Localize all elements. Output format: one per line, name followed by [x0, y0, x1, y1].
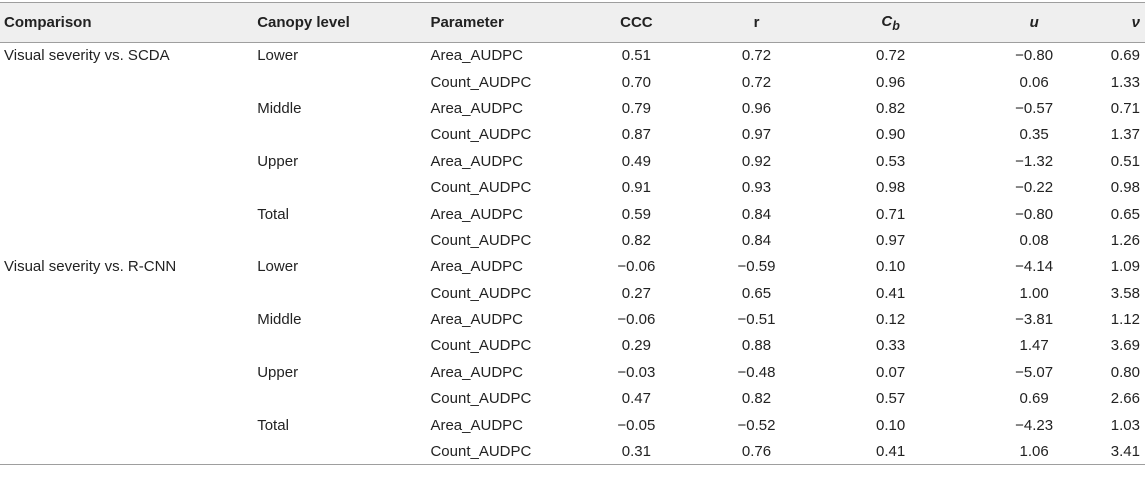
cell-parameter: Area_AUDPC — [430, 47, 523, 65]
cell-canopy-level — [257, 174, 430, 200]
cell-ccc: 0.31 — [583, 438, 689, 464]
cell-r: 0.72 — [741, 73, 772, 91]
cell-r: 0.72 — [741, 47, 772, 65]
cell-r: −0.52 — [737, 416, 776, 434]
cell-parameter: Area_AUDPC — [430, 363, 523, 381]
cell-r: −0.48 — [737, 363, 776, 381]
header-r: r — [689, 3, 823, 43]
cell-parameter: Area_AUDPC — [430, 416, 523, 434]
cell-canopy-level — [257, 122, 430, 148]
cell-u: −0.80 — [1015, 205, 1054, 223]
cell-cb: 0.10 — [875, 416, 906, 434]
cell-ccc: 0.70 — [621, 73, 651, 91]
cell-comparison — [0, 359, 257, 385]
cell-u: −4.14 — [1015, 258, 1054, 276]
cell-r: 0.92 — [741, 152, 772, 170]
table-row — [0, 412, 1145, 438]
cell-v: 1.37 — [1110, 126, 1140, 144]
cell-comparison — [0, 438, 257, 464]
cell-ccc: 0.27 — [621, 284, 651, 302]
cell-cb: 0.57 — [875, 390, 906, 408]
cell-ccc: 0.82 — [621, 231, 651, 249]
cell-r: 0.84 — [741, 231, 772, 249]
cell-v: 3.58 — [1110, 284, 1140, 302]
cell-canopy-level — [257, 227, 430, 253]
cell-v: 0.65 — [1110, 205, 1140, 223]
cell-canopy-level — [257, 333, 430, 359]
cell-u: −0.22 — [1015, 179, 1054, 197]
cell-u: 1.06 — [958, 438, 1111, 464]
cell-canopy-level — [257, 386, 430, 412]
cell-u: 0.08 — [1019, 231, 1049, 249]
cell-comparison — [0, 306, 257, 332]
cell-comparison: Visual severity vs. SCDA — [4, 47, 170, 65]
cell-r: 0.93 — [741, 179, 772, 197]
cell-v: 0.71 — [1110, 99, 1140, 117]
cell-canopy-level: Middle — [257, 311, 302, 329]
cell-parameter: Count_AUDPC — [430, 179, 532, 197]
header-comparison: Comparison — [0, 3, 257, 43]
cell-parameter: Count_AUDPC — [430, 231, 532, 249]
header-u: u — [958, 3, 1111, 43]
cell-u: −0.80 — [1015, 47, 1054, 65]
cell-comparison — [0, 227, 257, 253]
cell-parameter: Count_AUDPC — [430, 337, 532, 355]
cell-cb: 0.71 — [875, 205, 906, 223]
cell-ccc: 0.49 — [621, 152, 651, 170]
cell-comparison — [0, 412, 257, 438]
cell-comparison — [0, 122, 257, 148]
header-row — [0, 3, 1145, 43]
cell-v: 2.66 — [1110, 390, 1140, 408]
cell-ccc: 0.91 — [621, 179, 651, 197]
cell-canopy-level: Lower — [257, 258, 299, 276]
cell-v: 0.51 — [1110, 152, 1140, 170]
header-ccc: CCC — [583, 3, 689, 43]
cell-v: 1.09 — [1110, 258, 1140, 276]
cell-parameter: Area_AUDPC — [430, 152, 523, 170]
table-row — [0, 359, 1145, 385]
table-row — [0, 43, 1145, 69]
cell-v: 1.03 — [1110, 416, 1140, 434]
cell-comparison — [0, 386, 257, 412]
cell-ccc: 0.87 — [621, 126, 651, 144]
cell-parameter: Count_AUDPC — [430, 390, 532, 408]
cell-r: 0.82 — [741, 390, 772, 408]
cell-canopy-level — [257, 280, 430, 306]
cell-comparison — [0, 333, 257, 359]
cell-r: 0.88 — [741, 337, 772, 355]
cell-cb: 0.12 — [875, 311, 906, 329]
cell-parameter: Count_AUDPC — [430, 126, 532, 144]
header-cb — [824, 3, 958, 43]
cell-u: −0.57 — [1015, 99, 1054, 117]
table-row — [0, 438, 1145, 464]
cell-ccc: −0.06 — [617, 311, 656, 329]
cell-comparison: Visual severity vs. R-CNN — [4, 258, 177, 276]
cell-r: 0.84 — [741, 205, 772, 223]
cell-u: 1.00 — [1019, 284, 1049, 302]
table-row — [0, 333, 1145, 359]
table-row — [0, 306, 1145, 332]
table-row — [0, 386, 1145, 412]
cell-v: 3.41 — [1111, 438, 1145, 464]
table-body — [0, 43, 1145, 465]
cell-v: 3.69 — [1110, 337, 1140, 355]
cell-cb: 0.98 — [875, 179, 906, 197]
cell-ccc: 0.79 — [621, 99, 651, 117]
cell-parameter: Count_AUDPC — [430, 284, 532, 302]
cell-ccc: −0.06 — [617, 258, 656, 276]
header-parameter: Parameter — [430, 3, 583, 43]
cell-u: −4.23 — [1015, 416, 1054, 434]
cell-parameter: Count_AUDPC — [430, 438, 583, 464]
cell-canopy-level — [257, 69, 430, 95]
cell-ccc: −0.03 — [617, 363, 656, 381]
cell-ccc: 0.47 — [621, 390, 651, 408]
table-row — [0, 201, 1145, 227]
cell-u: 1.47 — [1019, 337, 1049, 355]
cell-u: 0.35 — [1019, 126, 1049, 144]
table-row — [0, 95, 1145, 121]
cell-cb: 0.90 — [875, 126, 906, 144]
cell-r: 0.65 — [741, 284, 772, 302]
cell-u: −5.07 — [1015, 363, 1054, 381]
cell-r: 0.76 — [689, 438, 823, 464]
cell-cb: 0.72 — [875, 47, 906, 65]
cell-u: 0.69 — [1019, 390, 1049, 408]
cell-r: 0.97 — [741, 126, 772, 144]
cell-parameter: Area_AUDPC — [430, 205, 523, 223]
table-row — [0, 122, 1145, 148]
cell-v: 0.98 — [1110, 179, 1140, 197]
table-header — [0, 3, 1145, 43]
cell-cb: 0.41 — [824, 438, 958, 464]
cell-v: 0.69 — [1110, 47, 1140, 65]
table-row — [0, 69, 1145, 95]
cell-comparison — [0, 201, 257, 227]
table-row — [0, 148, 1145, 174]
header-canopy-level: Canopy level — [257, 3, 430, 43]
table-row — [0, 280, 1145, 306]
cell-r: 0.96 — [741, 99, 772, 117]
cell-canopy-level: Upper — [257, 152, 299, 170]
cell-u: −3.81 — [1015, 311, 1054, 329]
cell-comparison — [0, 95, 257, 121]
cell-ccc: 0.29 — [621, 337, 651, 355]
cell-v: 0.80 — [1110, 363, 1140, 381]
statistics-table — [0, 2, 1145, 465]
cell-cb: 0.10 — [875, 258, 906, 276]
cell-v: 1.26 — [1110, 231, 1140, 249]
cell-comparison — [0, 69, 257, 95]
table-row — [0, 174, 1145, 200]
header-cb-sub: b — [892, 18, 900, 33]
cell-cb: 0.82 — [875, 99, 906, 117]
cell-canopy-level — [257, 438, 430, 464]
cell-cb: 0.97 — [875, 231, 906, 249]
cell-comparison — [0, 280, 257, 306]
cell-comparison — [0, 148, 257, 174]
cell-canopy-level: Total — [257, 205, 289, 223]
cell-parameter: Area_AUDPC — [430, 258, 523, 276]
table-row — [0, 254, 1145, 280]
cell-cb: 0.41 — [875, 284, 906, 302]
cell-canopy-level: Middle — [257, 99, 302, 117]
cell-cb: 0.53 — [875, 152, 906, 170]
table-row — [0, 227, 1145, 253]
cell-v: 1.33 — [1110, 73, 1140, 91]
cell-cb: 0.07 — [875, 363, 906, 381]
cell-u: −1.32 — [1015, 152, 1054, 170]
cell-r: −0.51 — [737, 311, 776, 329]
cell-parameter: Count_AUDPC — [430, 73, 532, 91]
header-cb-main: C — [881, 12, 893, 30]
cell-canopy-level: Total — [257, 416, 289, 434]
header-v: ν — [1111, 3, 1145, 43]
cell-cb: 0.33 — [875, 337, 906, 355]
cell-r: −0.59 — [737, 258, 776, 276]
cell-ccc: 0.59 — [621, 205, 651, 223]
cell-u: 0.06 — [1019, 73, 1049, 91]
cell-parameter: Area_AUDPC — [430, 311, 523, 329]
cell-cb: 0.96 — [875, 73, 906, 91]
cell-v: 1.12 — [1110, 311, 1140, 329]
cell-ccc: 0.51 — [621, 47, 651, 65]
cell-ccc: −0.05 — [617, 416, 656, 434]
cell-canopy-level: Lower — [257, 47, 299, 65]
cell-parameter: Area_AUDPC — [430, 99, 523, 117]
cell-comparison — [0, 174, 257, 200]
cell-canopy-level: Upper — [257, 363, 299, 381]
